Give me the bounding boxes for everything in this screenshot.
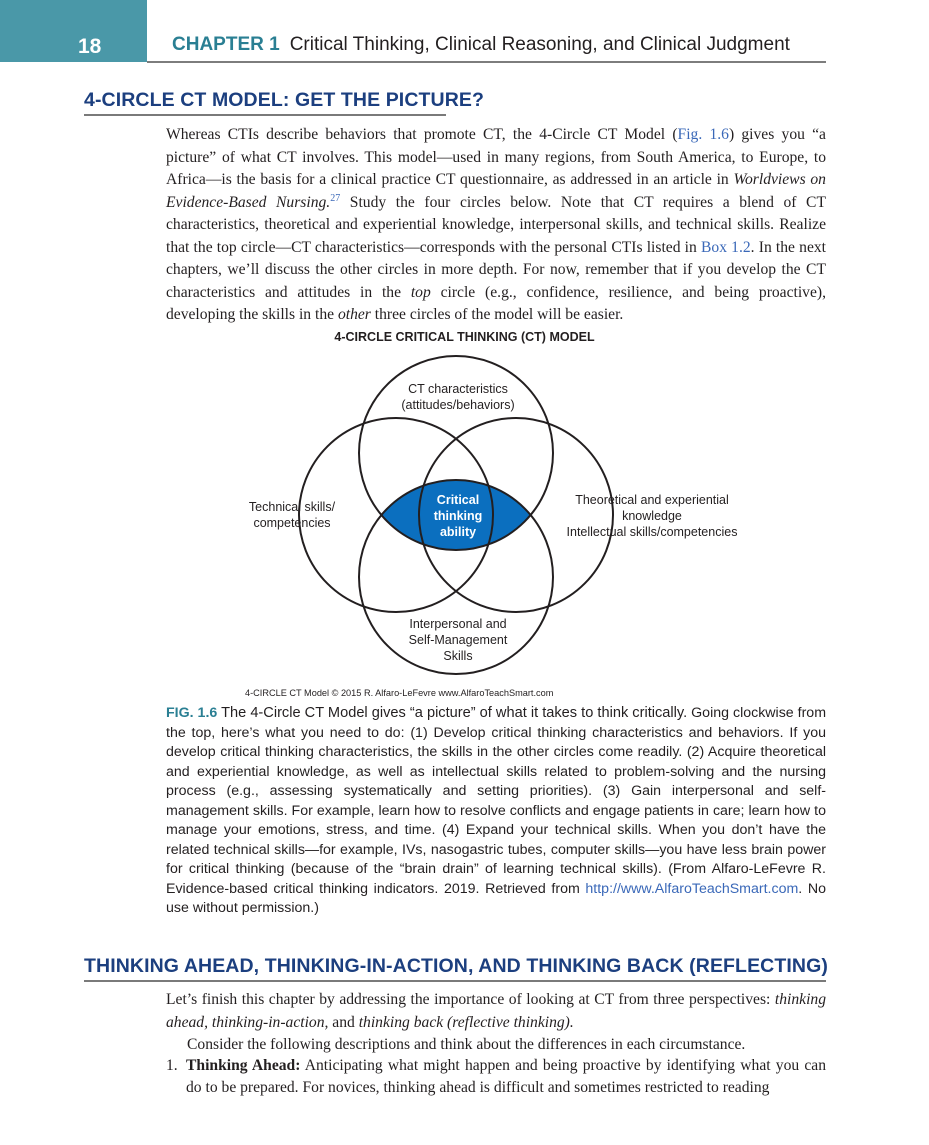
center-label-3: ability	[439, 525, 477, 539]
figure-credit: 4-CIRCLE CT Model © 2015 R. Alfaro-LeFevre www.AlfaroTeachSmart.com	[245, 688, 554, 698]
figure-caption: FIG. 1.6 The 4-Circle CT Model gives “a picture” of what it takes to think critically. Going clockwise from the top, here’s what you need to do: (1) Develop critical thinking characteristics and behaviors. If you develop critical thinking characteristics, the skills in the other circles come readily. (2) Acquire theoretical and experiential knowledge, as well as intellectual skills related to problem-solving and the nursing process (e.g., assessing systematically and setting priorities). (3) Gain interpersonal and self-management skills. For example, learn how to resolve conflicts and engage patients in care; learn how to manage your emotions, stress, and time. (4) Expand your technical skills. When you don’t have the related technical skills—for example, IVs, nasogastric tubes, computer skills—you have less brain power for critical thinking (because of the “brain drain” of learning technical skills). (From Alfaro-LeFevre R. Evidence-based critical thinking indicators. 2019. Retrieved from http://www.AlfaroTeachSmart.com. No use without permission.)	[166, 705, 827, 916]
box-reference-link[interactable]: Box 1.2	[701, 238, 751, 256]
body-paragraph-2: Let’s finish this chapter by addressing the importance of looking at CT from three perspectives: thinking ahead, thinking-in-action, and thinking back (reflective thinking). Consider the following descriptions and think about the differences in each circumstance.	[166, 989, 826, 1057]
journal-title: Worldviews on Evidence-Based Nursing.	[166, 171, 826, 211]
label-right-3: Intellectual skills/competencies	[566, 525, 738, 539]
section-heading-thinking-ahead: THINKING AHEAD, THINKING-IN-ACTION, AND THINKING BACK (REFLECTING)	[84, 955, 828, 977]
label-right-2: knowledge	[622, 509, 682, 523]
section-rule-2	[84, 980, 826, 982]
figure-reference-link[interactable]: Fig. 1.6	[677, 126, 729, 143]
label-left-2: competencies	[253, 516, 331, 530]
label-top-2: (attitudes/behaviors)	[401, 398, 515, 412]
section-heading-4-circle: 4-CIRCLE CT MODEL: GET THE PICTURE?	[84, 89, 484, 111]
center-label-2: thinking	[433, 509, 483, 523]
page-number: 18	[78, 35, 102, 58]
label-bottom-2: Self-Management	[408, 633, 508, 647]
label-left-1: Technical skills/	[248, 500, 336, 514]
body-paragraph-3: Consider the following descriptions and think about the differences in each circumstance.	[187, 1036, 746, 1053]
label-bottom-1: Interpersonal and	[409, 617, 507, 631]
center-label-1: Critical	[436, 493, 480, 507]
list-item: 1. Thinking Ahead: Anticipating what might happen and being proactive by identifying what you can do to be prepared. For novices, thinking ahead is difficult and sometimes restricted to reading	[166, 1055, 826, 1099]
figure-title: 4-CIRCLE CRITICAL THINKING (CT) MODEL	[334, 330, 595, 344]
label-top-1: CT characteristics	[408, 382, 508, 396]
figure-label: FIG. 1.6	[166, 705, 218, 721]
numbered-list	[166, 1055, 826, 1099]
list-item-term: Thinking Ahead:	[186, 1057, 301, 1074]
label-bottom-3: Skills	[443, 649, 473, 663]
chapter-title: Critical Thinking, Clinical Reasoning, and Clinical Judgment	[289, 34, 790, 55]
caption-url-link[interactable]: http://www.AlfaroTeachSmart.com	[585, 880, 799, 897]
citation-superscript[interactable]: 27	[330, 192, 341, 204]
chapter-label: CHAPTER 1	[172, 34, 280, 55]
body-paragraph-1: Whereas CTIs describe behaviors that promote CT, the 4-Circle CT Model (Fig. 1.6) gives you “a picture” of what CT involves. This model—used in many regions, from South America, to Europe, to Africa—is the basis for a clinical practice CT questionnaire, as addressed in an article in Worldviews on Evidence-Based Nursing.$^{27}$ Study the four circles below. Note that CT requires a blend of CT characteristics, theoretical and experiential knowledge, interpersonal skills, and technical skills. Realize that the top circle—CT characteristics—corresponds with the personal CTIs listed in Box 1.2. In the next chapters, we’ll discuss the other circles in more depth. For now, remember that if you develop the CT characteristics and attitudes in the top circle (e.g., confidence, resilience, and being proactive), developing the skills in the other three circles of the model will be easier.	[166, 126, 826, 323]
list-item-number: 1.	[166, 1057, 178, 1074]
label-right-1: Theoretical and experiential	[575, 493, 729, 507]
